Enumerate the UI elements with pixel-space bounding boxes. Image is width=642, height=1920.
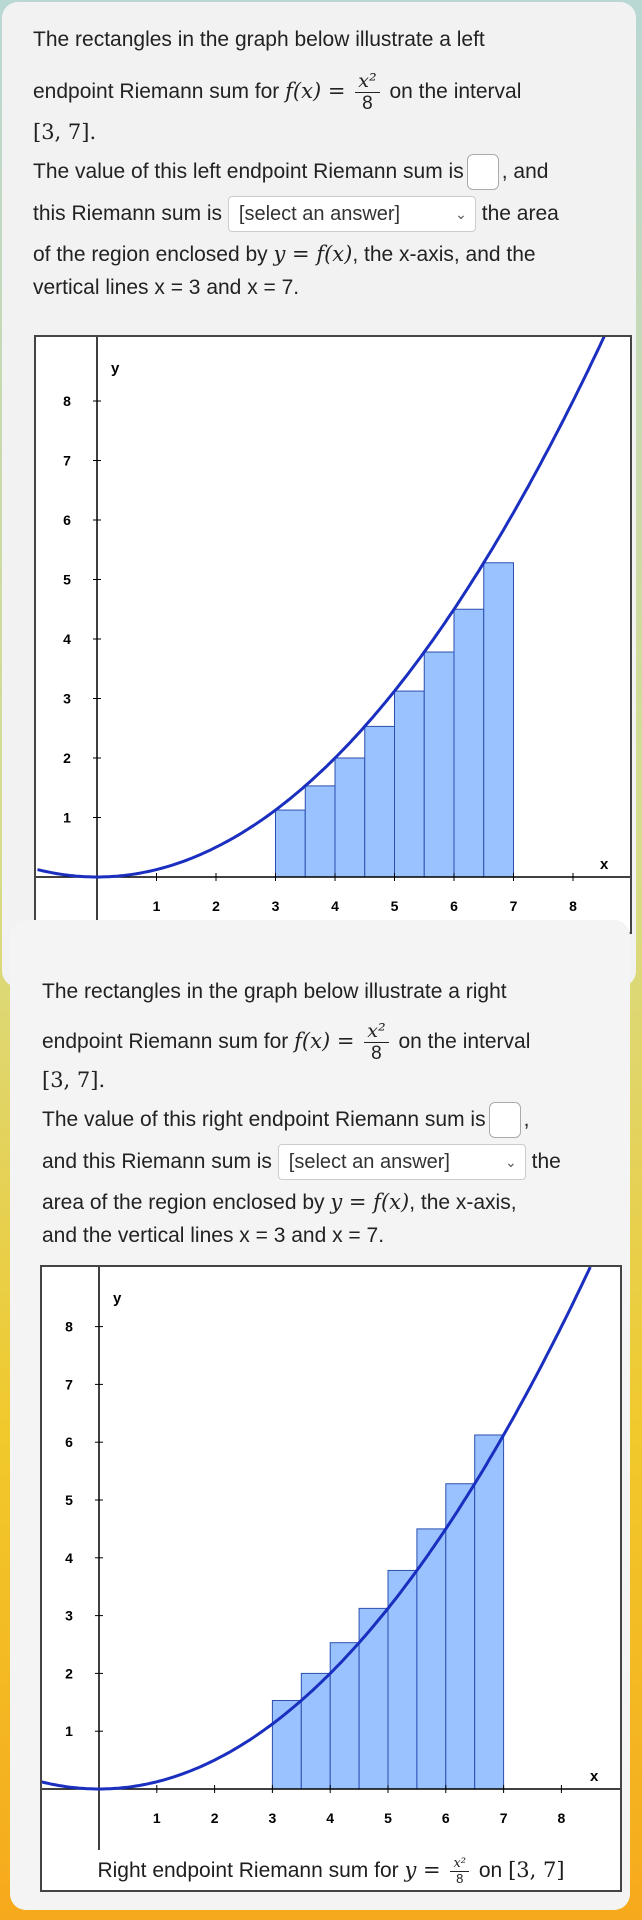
graph-caption xyxy=(40,1850,622,1892)
y-tick-label: 4 xyxy=(63,631,71,647)
riemann-rectangle xyxy=(330,1643,359,1789)
select-label: [select an answer] xyxy=(238,203,401,226)
riemann-rectangle xyxy=(446,1484,475,1789)
riemann-rectangle xyxy=(484,563,514,877)
y-tick-label: 2 xyxy=(65,1665,73,1682)
riemann-chart-right xyxy=(42,1267,620,1852)
select-label: [select an answer] xyxy=(288,1151,450,1174)
question-text-line xyxy=(33,70,521,115)
riemann-rectangle xyxy=(335,758,365,877)
question-text: on the interval xyxy=(398,1030,531,1054)
function-expression: f(x) = xyxy=(294,1029,355,1054)
question-text: on the interval xyxy=(389,80,522,104)
y-tick-label: 1 xyxy=(63,809,71,826)
caption-text: Right endpoint Riemann sum for xyxy=(97,1859,399,1882)
y-tick-label: 4 xyxy=(65,1549,73,1566)
function-expression: y = f(x) xyxy=(273,242,353,266)
question-text: the xyxy=(531,1150,561,1173)
y-tick-label: 5 xyxy=(65,1492,73,1508)
riemann-rectangle xyxy=(365,726,395,877)
caption-interval: [3, 7] xyxy=(508,1858,565,1882)
question-text: this Riemann sum is xyxy=(33,202,223,225)
fraction-denominator: 8 xyxy=(371,1043,382,1064)
question-text: The value of this left endpoint Riemann sum is xyxy=(33,160,464,183)
x-tick-label: 2 xyxy=(212,898,220,914)
chevron-down-icon: ⌄ xyxy=(455,206,467,223)
x-tick-label: 6 xyxy=(441,1810,450,1826)
y-tick-label: 6 xyxy=(65,1434,73,1451)
y-tick-label: 7 xyxy=(65,1376,73,1393)
function-expression: f(x) = xyxy=(285,79,346,104)
riemann-rectangle xyxy=(395,691,425,877)
y-tick-label: 3 xyxy=(65,1607,73,1624)
question-text: the area xyxy=(481,202,559,225)
interval-text: [3, 7]. xyxy=(33,120,97,144)
riemann-rectangle xyxy=(417,1529,446,1789)
question-text: endpoint Riemann sum for xyxy=(42,1030,289,1054)
caption-math: y = xyxy=(404,1858,441,1882)
question-text: , and xyxy=(501,160,549,183)
answer-input[interactable] xyxy=(489,1102,521,1138)
caption-text: on xyxy=(478,1859,503,1882)
x-tick-label: 1 xyxy=(152,1810,161,1826)
question-text: of the region enclosed by xyxy=(33,243,268,266)
y-tick-label: 3 xyxy=(63,690,71,707)
function-expression: y = f(x) xyxy=(330,1190,410,1214)
fraction-numerator: x² xyxy=(450,1857,469,1872)
fraction-numerator: x² xyxy=(355,70,379,93)
riemann-chart-left xyxy=(36,337,630,932)
riemann-rectangle xyxy=(359,1608,388,1789)
question-text: , the x-axis, and the xyxy=(352,243,536,266)
y-tick-label: 8 xyxy=(63,393,71,409)
x-tick-label: 6 xyxy=(450,898,458,914)
riemann-graph-left xyxy=(34,335,632,934)
fraction xyxy=(364,1020,388,1065)
y-tick-label: 2 xyxy=(63,750,71,766)
question-text: endpoint Riemann sum for xyxy=(33,80,280,104)
riemann-rectangle xyxy=(454,609,484,877)
question-text: The rectangles in the graph below illustrate a right xyxy=(42,980,507,1003)
x-axis-label: x xyxy=(600,856,609,873)
y-axis-label: y xyxy=(113,1290,122,1307)
y-tick-label: 7 xyxy=(63,452,71,469)
riemann-rectangle xyxy=(276,810,306,877)
x-tick-label: 4 xyxy=(326,1810,335,1826)
x-tick-label: 8 xyxy=(569,898,577,914)
chevron-down-icon: ⌄ xyxy=(505,1154,517,1171)
x-tick-label: 4 xyxy=(331,898,339,914)
x-tick-label: 7 xyxy=(509,898,518,914)
interval-text: [3, 7]. xyxy=(42,1068,106,1092)
x-tick-label: 5 xyxy=(384,1810,392,1826)
x-tick-label: 5 xyxy=(390,898,399,914)
question-text: , the x-axis, xyxy=(409,1191,517,1214)
riemann-rectangle xyxy=(475,1435,504,1789)
y-tick-label: 5 xyxy=(63,571,71,588)
question-text: and this Riemann sum is xyxy=(42,1150,272,1173)
question-text: , xyxy=(523,1108,530,1131)
answer-input[interactable] xyxy=(467,154,499,190)
fraction xyxy=(355,70,379,115)
riemann-rectangle xyxy=(305,786,335,877)
question-text: vertical lines x = 3 and x = 7. xyxy=(33,276,300,299)
comparison-select[interactable] xyxy=(228,196,476,232)
x-tick-label: 8 xyxy=(557,1810,566,1826)
y-tick-label: 6 xyxy=(63,512,71,528)
fraction-denominator: 8 xyxy=(362,93,373,114)
riemann-graph-right xyxy=(40,1265,622,1854)
question-text: The value of this right endpoint Riemann sum is xyxy=(42,1108,486,1131)
riemann-rectangle xyxy=(301,1673,330,1789)
fraction-numerator: x² xyxy=(364,1020,388,1043)
x-tick-label: 3 xyxy=(271,898,280,914)
y-tick-label: 8 xyxy=(65,1318,73,1335)
x-tick-label: 7 xyxy=(499,1810,508,1826)
comparison-select[interactable] xyxy=(278,1144,526,1180)
riemann-rectangle xyxy=(424,652,454,877)
x-axis-label: x xyxy=(590,1768,599,1785)
question-text: and the vertical lines x = 3 and x = 7. xyxy=(42,1224,385,1247)
caption-fraction xyxy=(450,1857,469,1886)
x-tick-label: 2 xyxy=(210,1810,219,1826)
x-tick-label: 3 xyxy=(268,1810,277,1826)
question-text: The rectangles in the graph below illustrate a left xyxy=(33,28,485,51)
fraction-denominator: 8 xyxy=(456,1870,464,1886)
y-axis-label: y xyxy=(111,360,120,377)
question-text: area of the region enclosed by xyxy=(42,1191,325,1214)
x-tick-label: 1 xyxy=(152,898,161,914)
y-tick-label: 1 xyxy=(65,1723,73,1740)
question-text-line xyxy=(33,20,485,60)
